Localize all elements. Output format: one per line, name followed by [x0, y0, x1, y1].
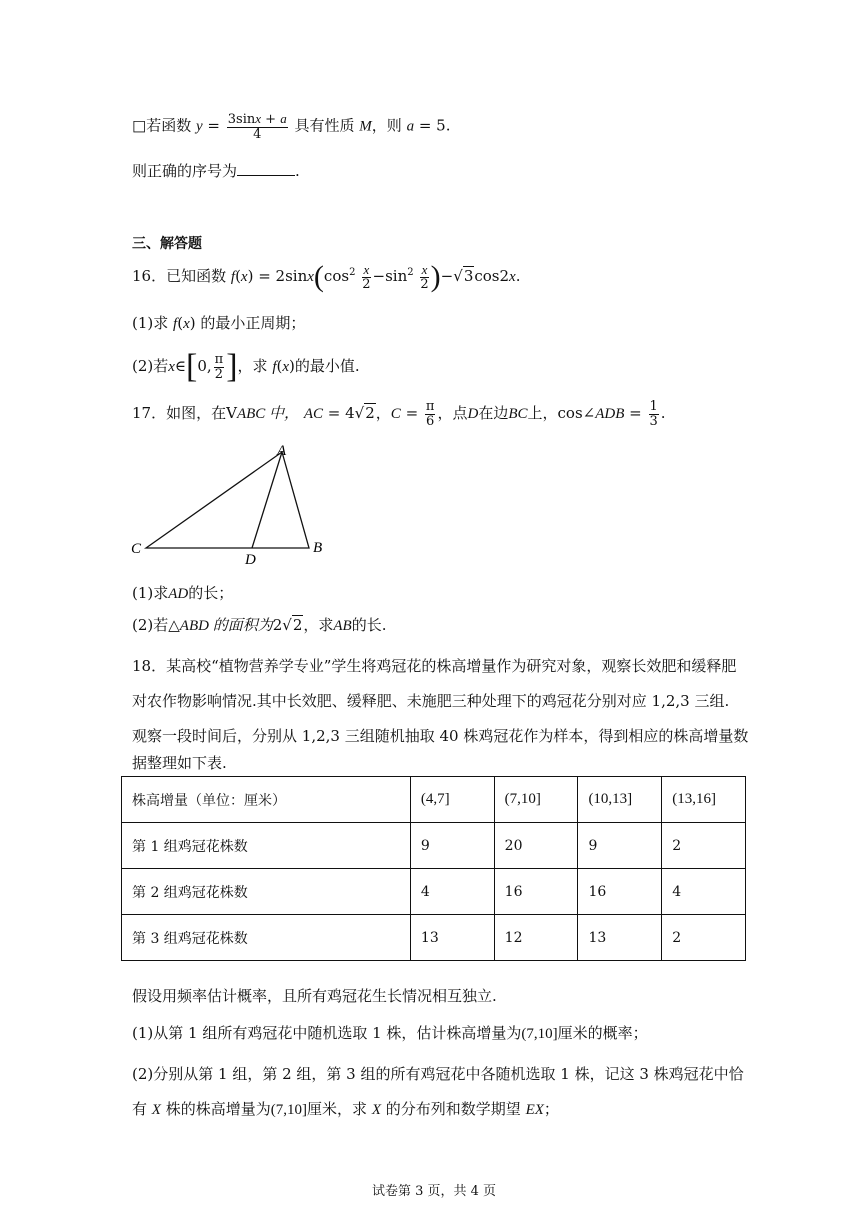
- table-cell: 4: [410, 869, 494, 915]
- page-footer: 试卷第 3 页，共 4 页: [371, 1184, 497, 1199]
- table-header-cell: (4,7]: [410, 777, 494, 823]
- table-cell: 4: [662, 869, 746, 915]
- q18-assumption: 假设用频率估计概率，且所有鸡冠花生长情况相互独立.: [132, 987, 497, 1005]
- q18-line4: 据整理如下表.: [132, 754, 227, 772]
- table-header-cell: (10,13]: [578, 777, 662, 823]
- item-4-line: □若函数 y = $\frac{3\sin x + a}{4}$ 具有性质 M，则 a = 5.: [132, 111, 451, 142]
- fraction: $\frac{3\sin x + a}{4}$: [227, 111, 287, 142]
- table-cell: 2: [662, 915, 746, 961]
- item-marker: □: [132, 116, 147, 135]
- table-cell: 16: [578, 869, 662, 915]
- table-header-cell: (13,16]: [662, 777, 746, 823]
- table-cell: 13: [410, 915, 494, 961]
- q18-line2: 对农作物影响情况.其中长效肥、缓释肥、未施肥三种处理下的鸡冠花分别对应 1,2,3 三组.: [132, 692, 730, 710]
- q18-part1: (1)从第 1 组所有鸡冠花中随机选取 1 株，估计株高增量为(7,10]厘米的概率；: [132, 1024, 648, 1042]
- table-row: [122, 869, 746, 915]
- table-cell: 16: [494, 869, 578, 915]
- q18-line3: 观察一段时间后，分别从 1,2,3 三组随机抽取 40 株鸡冠花作为样本，得到相应的株高增量数: [132, 727, 749, 745]
- triangle-figure: [126, 440, 336, 570]
- table-cell: 9: [578, 823, 662, 869]
- table-header-row: [122, 777, 746, 823]
- table-row: [122, 915, 746, 961]
- table-cell: 2: [662, 823, 746, 869]
- q16-part1: (1)求 f(x) 的最小正周期；: [132, 314, 306, 332]
- answer-prompt: 则正确的序号为 .: [132, 162, 300, 180]
- answer-blank[interactable]: [237, 161, 295, 176]
- table-cell: 第 3 组鸡冠花株数: [122, 915, 411, 961]
- q17-part2: (2)若△ABD 的面积为2√2，求AB的长.: [132, 616, 387, 634]
- table-cell: 12: [494, 915, 578, 961]
- table-cell: 9: [410, 823, 494, 869]
- q16-stem: 16．已知函数 $f(x) = 2\sin x(\cos^2$ $\frac{x}{2}$ $-\sin^2$ $\frac{x}{2}$ )−√3cos2x.: [132, 260, 521, 293]
- table-row: [122, 823, 746, 869]
- table-cell: 13: [578, 915, 662, 961]
- table-header-cell: 株高增量（单位：厘米）: [122, 777, 411, 823]
- triangle-ABC: [146, 452, 309, 548]
- label-A: A: [277, 443, 287, 459]
- q18-part2-line2: 有 X 株的株高增量为(7,10]厘米，求 X 的分布列和数学期望 EX；: [132, 1100, 559, 1118]
- q18-part2-line1: (2)分别从第 1 组，第 2 组，第 3 组的所有鸡冠花中各随机选取 1 株，记这 3 株鸡冠花中恰: [132, 1065, 744, 1083]
- table-header-cell: (7,10]: [494, 777, 578, 823]
- table-cell: 第 1 组鸡冠花株数: [122, 823, 411, 869]
- section-title: 三、解答题: [132, 236, 202, 252]
- label-D: D: [245, 552, 256, 568]
- q18-line1: 18．某高校“植物营养学专业”学生将鸡冠花的株高增量作为研究对象，观察长效肥和缓释肥: [132, 657, 737, 675]
- label-B: B: [313, 540, 323, 556]
- table-cell: 第 2 组鸡冠花株数: [122, 869, 411, 915]
- q17-part1: (1)求AD的长；: [132, 584, 234, 602]
- segment-AD: [252, 452, 282, 548]
- table-cell: 20: [494, 823, 578, 869]
- label-C: C: [131, 541, 142, 557]
- data-table: [121, 776, 746, 961]
- q17-stem: 17．如图，在VABC 中， AC = 4√2，C = $\frac{\pi}{6}$ ，点D在边BC上，cos∠ADB = $\frac{1}{3}$ .: [132, 399, 666, 429]
- q16-part2: (2)若x∈[0, $\frac{\pi}{2}$ ]，求 f(x)的最小值.: [132, 348, 360, 385]
